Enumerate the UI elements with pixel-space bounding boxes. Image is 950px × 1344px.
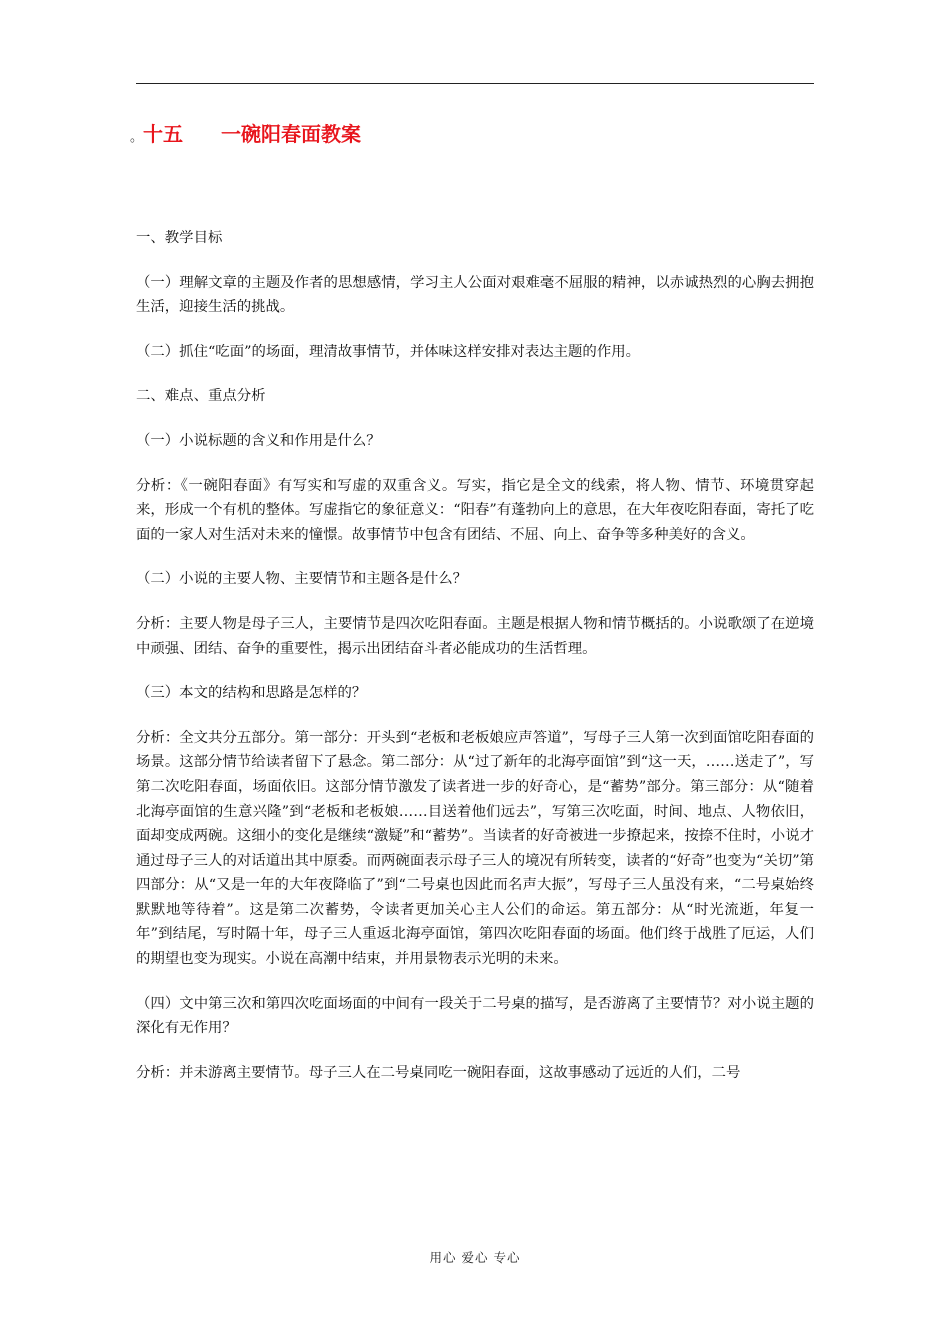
analysis-paragraph: 分析：全文共分五部分。第一部分：开头到“老板和老板娘应声答道”，写母子三人第一次到面馆吃阳春面的场景。这部分情节给读者留下了悬念。第二部分：从“过了新年的北海亭面馆”到“这一天，……送走了”，写第二次吃阳春面，场面依旧。这部分情节激发了读者进一步的好奇心，是“蓄势”部分。第三部分：从“随着北海亭面馆的生意兴隆”到“老板和老板娘……目送着他们远去”，写第三次吃面，时间、地点、人物依旧，面却变成两碗。这细小的变化是继续“激疑”和“蓄势”。当读者的好奇被进一步撩起来，按捺不住时，小说才通过母子三人的对话道出其中原委。而两碗面表示母子三人的境况有所转变，读者的“好奇”也变为“关切”第四部分：从“又是一年的大年夜降临了”到“二号桌也因此而名声大振”，写母子三人虽没有来，“二号桌始终默默地等待着”。这是第二次蓄势，令读者更加关心主人公们的命运。第五部分：从“时光流逝，年复一年”到结尾，写时隔十年，母子三人重返北海亭面馆，第四次吃阳春面的场面。他们终于战胜了厄运，人们的期望也变为现实。小说在高潮中结束，并用景物表示光明的未来。 (136, 729, 814, 968)
analysis-paragraph: 分析：并未游离主要情节。母子三人在二号桌同吃一碗阳春面，这故事感动了远近的人们，二号 (136, 1064, 741, 1081)
section-heading: 二、难点、重点分析 (136, 388, 266, 405)
question: （一）小说标题的含义和作用是什么？ (136, 432, 381, 449)
analysis-paragraph: 分析：主要人物是母子三人，主要情节是四次吃阳春面。主题是根据人物和情节概括的。小说歌颂了在逆境中顽强、团结、奋争的重要性，揭示出团结奋斗者必能成功的生活哲理。 (136, 615, 814, 657)
paragraph: （一）理解文章的主题及作者的思想感情，学习主人公面对艰难毫不屈服的精神，以赤诚热烈的心胸去拥抱生活，迎接生活的挑战。 (136, 274, 814, 316)
paragraph: （二）抓住“吃面”的场面，理清故事情节，并体味这样安排对表达主题的作用。 (136, 343, 640, 360)
document-body (136, 226, 814, 1105)
section-heading: 一、教学目标 (136, 230, 223, 246)
question: （三）本文的结构和思路是怎样的？ (136, 685, 367, 702)
analysis-paragraph: 分析：《一碗阳春面》有写实和写虚的双重含义。写实，指它是全文的线索，将人物、情节、环境贯穿起来，形成一个有机的整体。写虚指它的象征意义：“阳春”有蓬勃向上的意思，在大年夜吃阳春面，寄托了吃面的一家人对生活对未来的憧憬。故事情节中包含有团结、不屈、向上、奋争等多种美好的含义。 (136, 477, 814, 543)
question: （四）文中第三次和第四次吃面场面的中间有一段关于二号桌的描写，是否游离了主要情节？对小说主题的深化有无作用？ (136, 995, 814, 1037)
title-number: 十五 (143, 122, 184, 146)
header-rule (136, 83, 814, 84)
document-title (130, 120, 361, 152)
question: （二）小说的主要人物、主要情节和主题各是什么？ (136, 571, 467, 588)
title-marker: 。 (130, 130, 144, 145)
title-text: 一碗阳春面教案 (221, 122, 362, 146)
page-footer: 用心 爱心 专心 (429, 1250, 521, 1265)
